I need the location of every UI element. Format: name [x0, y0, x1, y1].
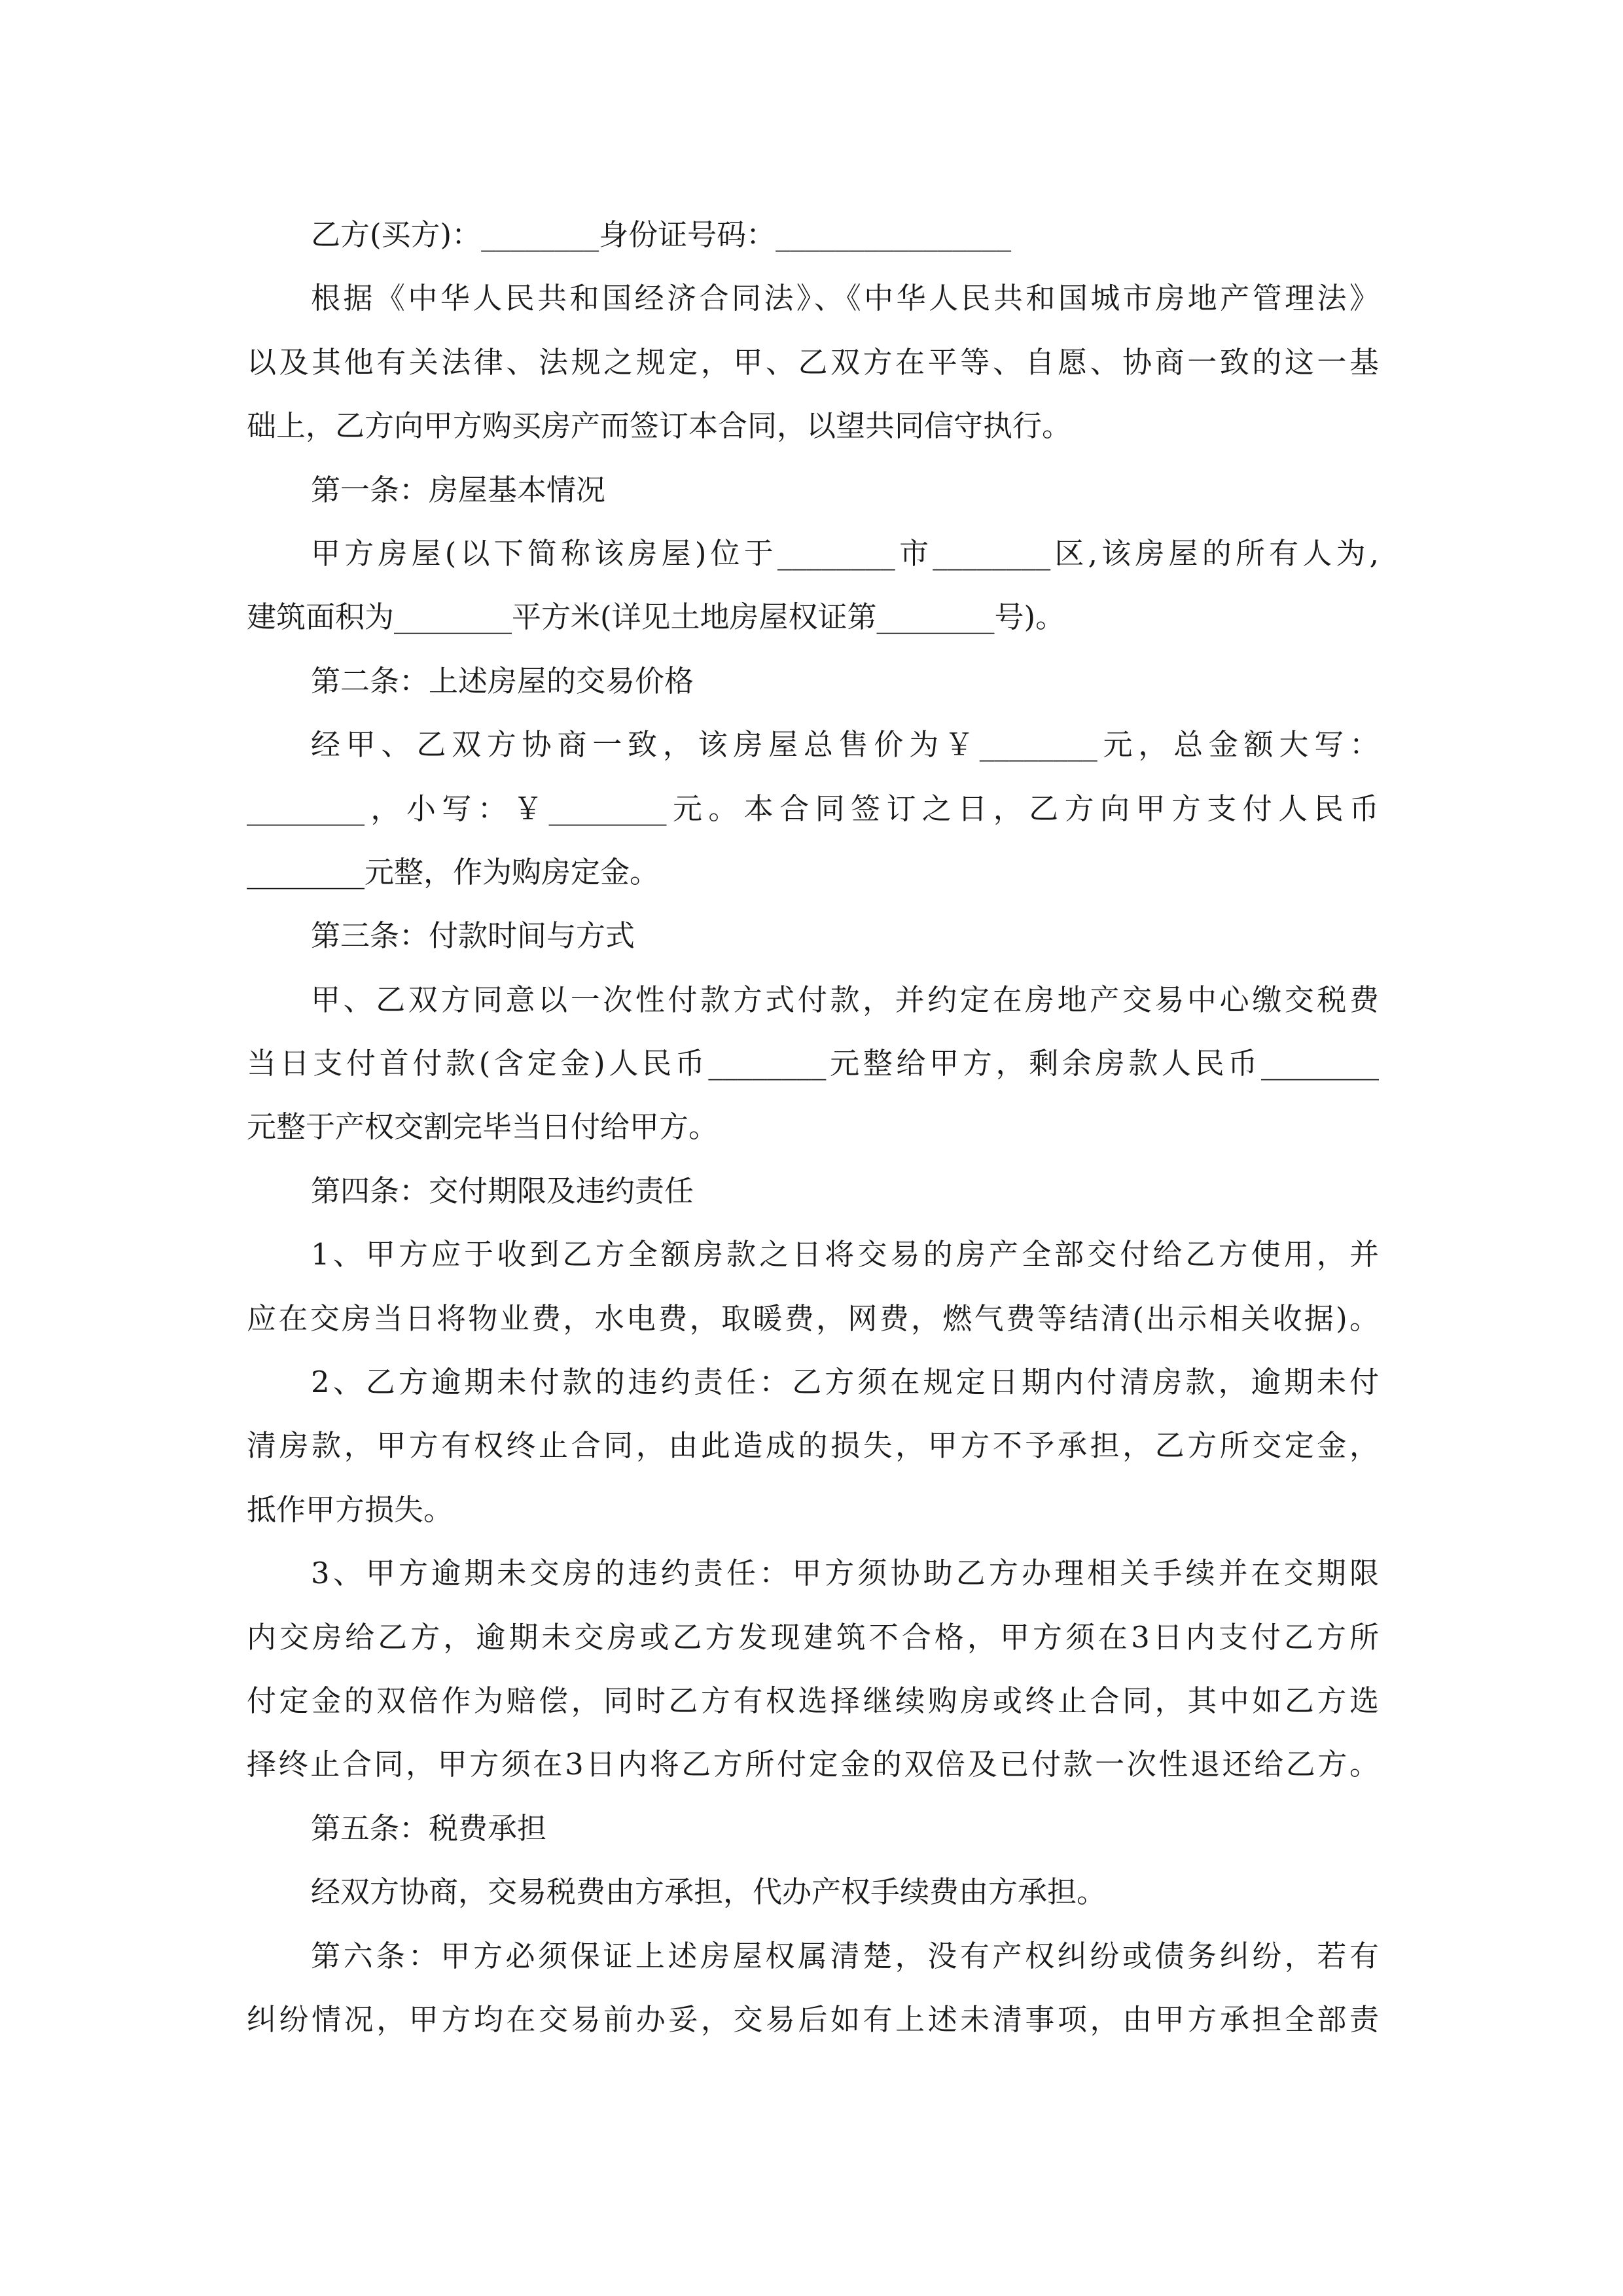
buyer-party-line: 乙方(买方)：________身份证号码：________________ [311, 217, 1012, 252]
contract-document [247, 203, 1379, 2051]
article-4-clause-3-line: 内交房给乙方，逾期未交房或乙方发现建筑不合格，甲方须在3日内支付乙方所 [247, 1619, 1379, 1655]
article-2-line: ________，小写：￥________元。本合同签订之日，乙方向甲方支付人民币 [247, 791, 1379, 826]
article-4-heading: 第四条：交付期限及违约责任 [311, 1173, 694, 1208]
preamble-line: 以及其他有关法律、法规之规定，甲、乙双方在平等、自愿、协商一致的这一基 [247, 344, 1379, 380]
article-2-heading: 第二条：上述房屋的交易价格 [311, 663, 694, 698]
article-1-line: 建筑面积为________平方米(详见土地房屋权证第________号)。 [247, 600, 1065, 635]
article-2-line: ________元整，作为购房定金。 [247, 854, 660, 889]
article-3-heading: 第三条：付款时间与方式 [311, 918, 635, 954]
preamble-line: 础上，乙方向甲方购买房产而签订本合同，以望共同信守执行。 [247, 408, 1072, 444]
article-6-line: 纠纷情况，甲方均在交易前办妥，交易后如有上述未清事项，由甲方承担全部责 [247, 2001, 1379, 2037]
article-4-clause-2-line: 抵作甲方损失。 [247, 1492, 454, 1527]
article-2-line: 经甲、乙双方协商一致，该房屋总售价为￥________元，总金额大写： [311, 727, 1379, 762]
preamble-line: 根据《中华人民共和国经济合同法》、《中华人民共和国城市房地产管理法》 [311, 281, 1379, 316]
article-5-line: 经双方协商，交易税费由方承担，代办产权手续费由方承担。 [311, 1874, 1107, 1910]
article-4-clause-3-line: 付定金的双倍作为赔偿，同时乙方有权选择继续购房或终止合同，其中如乙方选 [247, 1683, 1379, 1718]
article-3-line: 当日支付首付款(含定金)人民币________元整给甲方，剩余房款人民币________ [247, 1046, 1379, 1081]
article-1-line: 甲方房屋(以下简称该房屋)位于________市________区,该房屋的所有人为, [311, 535, 1379, 571]
article-3-line: 甲、乙双方同意以一次性付款方式付款，并约定在房地产交易中心缴交税费 [311, 982, 1379, 1017]
article-4-clause-2-line: 清房款，甲方有权终止合同，由此造成的损失，甲方不予承担，乙方所交定金， [247, 1428, 1379, 1463]
article-3-line: 元整于产权交割完毕当日付给甲方。 [247, 1109, 719, 1145]
article-4-clause-3-line: 择终止合同，甲方须在3日内将乙方所付定金的双倍及已付款一次性退还给乙方。 [247, 1747, 1379, 1782]
article-4-clause-2-line: 2、乙方逾期未付款的违约责任：乙方须在规定日期内付清房款，逾期未付 [311, 1365, 1379, 1400]
article-4-clause-1-line: 1、甲方应于收到乙方全额房款之日将交易的房产全部交付给乙方使用，并 [311, 1237, 1379, 1272]
article-4-clause-1-line: 应在交房当日将物业费，水电费，取暖费，网费，燃气费等结清(出示相关收据)。 [247, 1300, 1379, 1336]
article-5-heading: 第五条：税费承担 [311, 1810, 547, 1846]
article-4-clause-3-line: 3、甲方逾期未交房的违约责任：甲方须协助乙方办理相关手续并在交期限 [311, 1556, 1379, 1591]
article-1-heading: 第一条：房屋基本情况 [311, 472, 606, 507]
article-6-line: 第六条：甲方必须保证上述房屋权属清楚，没有产权纠纷或债务纠纷，若有 [311, 1938, 1379, 1973]
